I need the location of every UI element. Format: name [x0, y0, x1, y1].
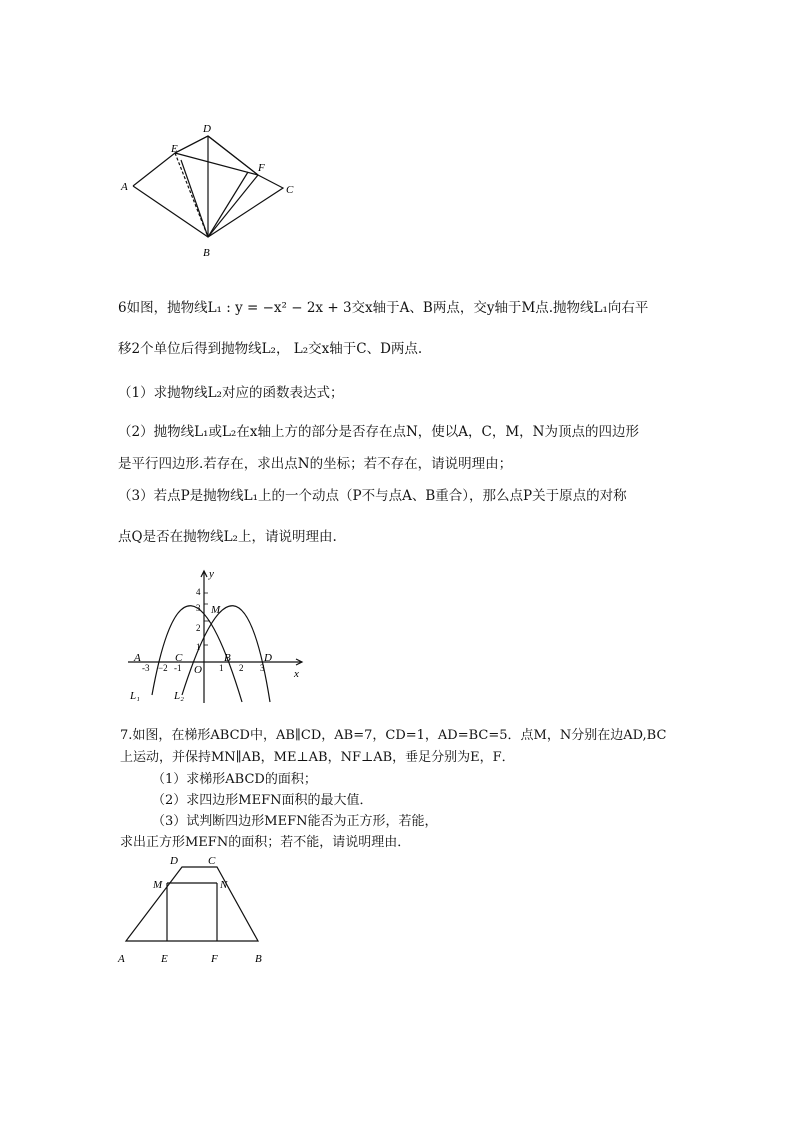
q6-sub-1: （1）求抛物线L₂对应的函数表达式； — [118, 385, 344, 401]
q7-line-2: 上运动，并保持MN∥AB，ME⊥AB，NF⊥AB，垂足分别为E，F． — [120, 750, 515, 765]
y-tick-labels — [196, 587, 201, 652]
label-B: B — [203, 247, 210, 259]
label-C: C — [208, 855, 216, 867]
q7-sub-1: （1）求梯形ABCD的面积； — [152, 772, 317, 787]
label-M: M — [153, 879, 163, 891]
q7-sub-3: （3）试判断四边形MEFN能否为正方形，若能， — [152, 814, 438, 829]
y-axis-label: y — [209, 568, 214, 580]
point-B: B — [224, 652, 231, 664]
label-F: F — [258, 162, 265, 174]
q6-sub-3b: 点Q是否在抛物线L₂上，请说明理由. — [118, 529, 337, 545]
q7-line-1: 7.如图，在梯形ABCD中，AB∥CD，AB=7，CD=1，AD=BC=5．点M，N分别在边AD,BC — [120, 728, 667, 743]
y-tick-label: 1 — [196, 642, 201, 652]
q6-sub-2a: （2）抛物线L₁或L₂在x轴上方的部分是否存在点N，使以A，C，M，N为顶点的四边形 — [118, 424, 639, 440]
label-D: D — [203, 123, 211, 135]
x-tick-label: 3 — [260, 663, 265, 673]
point-D: D — [264, 652, 272, 664]
curve-L2-label: L₂ — [174, 690, 184, 702]
y-tick-label: 2 — [196, 623, 201, 633]
q7-sub-3b: 求出正方形MEFN的面积；若不能，请说明理由． — [120, 835, 411, 850]
q7-sub-2: （2）求四边形MEFN面积的最大值． — [152, 793, 373, 808]
x-tick-label: 2 — [239, 663, 244, 673]
label-D: D — [170, 855, 178, 867]
label-B: B — [255, 953, 262, 965]
q6-line-2: 移2个单位后得到抛物线L₂， L₂交x轴于C、D两点. — [118, 341, 423, 357]
label-N: N — [220, 879, 228, 891]
x-tick-label: -1 — [174, 663, 182, 673]
q6-sub-2b: 是平行四边形.若存在，求出点N的坐标；若不存在，请说明理由； — [118, 456, 513, 472]
label-F: F — [211, 953, 218, 965]
y-tick-label: 4 — [196, 587, 201, 597]
x-tick-label: 1 — [219, 663, 224, 673]
figure-rhombus — [115, 120, 305, 260]
q6-line-1: 6如图，抛物线L₁ : y = −x² − 2x + 3交x轴于A、B两点，交y轴于M点.抛物线L₁向右平 — [118, 300, 649, 316]
label-A: A — [121, 181, 128, 193]
figure-trapezoid — [112, 850, 282, 970]
origin-label: O — [194, 664, 202, 676]
point-C: C — [175, 652, 183, 664]
label-A: A — [118, 953, 125, 965]
y-tick-label: 3 — [196, 603, 201, 613]
x-tick-label: -3 — [142, 663, 150, 673]
x-axis-label: x — [294, 668, 299, 680]
label-C: C — [286, 184, 294, 196]
curve-L1-label: L₁ — [130, 690, 140, 702]
x-tick-label: −2 — [158, 663, 168, 673]
label-E: E — [171, 143, 178, 155]
q6-sub-3a: （3）若点P是抛物线L₁上的一个动点（P不与点A、B重合），那么点P关于原点的对称 — [118, 488, 627, 504]
point-A: A — [134, 652, 141, 664]
figure-parabolas — [120, 565, 310, 705]
point-M: M — [211, 604, 221, 616]
label-E: E — [161, 953, 168, 965]
